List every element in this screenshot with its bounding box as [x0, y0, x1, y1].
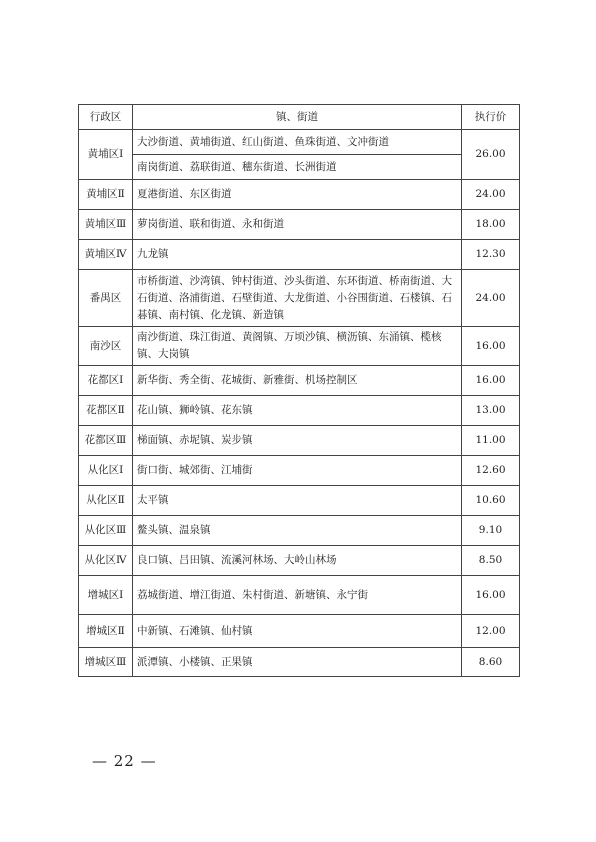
- price-table: [78, 104, 520, 677]
- district-cell: 黄埔区Ⅱ: [79, 180, 133, 210]
- table-row: [79, 576, 520, 615]
- towns-cell: 荔城街道、增江街道、朱村街道、新塘镇、永宁街: [133, 576, 462, 615]
- table-row: [79, 327, 520, 366]
- towns-cell: 太平镇: [133, 486, 462, 516]
- table-row: [79, 210, 520, 240]
- towns-cell: 市桥街道、沙湾镇、钟村街道、沙头街道、东环街道、桥南街道、大石街道、洛浦街道、石壁街道、大龙街道、小谷围街道、石楼镇、石碁镇、南村镇、化龙镇、新造镇: [133, 270, 462, 327]
- district-cell: 黄埔区Ⅲ: [79, 210, 133, 240]
- table-row: [79, 180, 520, 210]
- table-row: [79, 426, 520, 456]
- towns-cell: 九龙镇: [133, 240, 462, 270]
- district-cell: 花都区Ⅰ: [79, 366, 133, 396]
- towns-cell: 良口镇、吕田镇、流溪河林场、大岭山林场: [133, 546, 462, 576]
- price-cell: 8.50: [462, 546, 520, 576]
- towns-cell: 街口街、城郊街、江埔街: [133, 456, 462, 486]
- towns-cell: 中新镇、石滩镇、仙村镇: [133, 615, 462, 648]
- district-cell: 花都区Ⅱ: [79, 396, 133, 426]
- price-cell: 16.00: [462, 327, 520, 366]
- towns-cell: 花山镇、狮岭镇、花东镇: [133, 396, 462, 426]
- price-cell: 16.00: [462, 576, 520, 615]
- price-cell: 24.00: [462, 270, 520, 327]
- price-cell: 11.00: [462, 426, 520, 456]
- district-cell: 从化区Ⅲ: [79, 516, 133, 546]
- district-cell: 花都区Ⅲ: [79, 426, 133, 456]
- header-price: 执行价: [462, 105, 520, 130]
- table-row: [79, 240, 520, 270]
- towns-cell: 梯面镇、赤坭镇、炭步镇: [133, 426, 462, 456]
- table-row: [79, 486, 520, 516]
- page-number: — 22 —: [92, 752, 157, 770]
- table-row: [79, 155, 520, 180]
- towns-cell: 鳌头镇、温泉镇: [133, 516, 462, 546]
- table-header-row: [79, 105, 520, 130]
- table-row: [79, 456, 520, 486]
- district-cell: 从化区Ⅳ: [79, 546, 133, 576]
- district-cell: 黄埔区Ⅰ: [79, 130, 133, 180]
- district-cell: 增城区Ⅱ: [79, 615, 133, 648]
- price-cell: 18.00: [462, 210, 520, 240]
- price-cell: 26.00: [462, 130, 520, 180]
- towns-cell: 南沙街道、珠江街道、黄阁镇、万顷沙镇、横沥镇、东涌镇、榄核镇、大岗镇: [133, 327, 462, 366]
- price-cell: 24.00: [462, 180, 520, 210]
- price-cell: 10.60: [462, 486, 520, 516]
- district-cell: 从化区Ⅰ: [79, 456, 133, 486]
- table-row: [79, 396, 520, 426]
- table-row: [79, 546, 520, 576]
- price-cell: 12.00: [462, 615, 520, 648]
- towns-cell: 南岗街道、荔联街道、穗东街道、长洲街道: [133, 155, 462, 180]
- district-cell: 黄埔区Ⅳ: [79, 240, 133, 270]
- district-cell: 从化区Ⅱ: [79, 486, 133, 516]
- towns-cell: 大沙街道、黄埔街道、红山街道、鱼珠街道、文冲街道: [133, 130, 462, 155]
- district-cell: 番禺区: [79, 270, 133, 327]
- towns-cell: 派潭镇、小楼镇、正果镇: [133, 648, 462, 677]
- price-cell: 9.10: [462, 516, 520, 546]
- district-cell: 增城区Ⅲ: [79, 648, 133, 677]
- table-row: [79, 130, 520, 155]
- header-towns: 镇、街道: [133, 105, 462, 130]
- header-district: 行政区: [79, 105, 133, 130]
- table-row: [79, 615, 520, 648]
- price-cell: 16.00: [462, 366, 520, 396]
- table-row: [79, 648, 520, 677]
- district-cell: 南沙区: [79, 327, 133, 366]
- price-cell: 12.60: [462, 456, 520, 486]
- towns-cell: 夏港街道、东区街道: [133, 180, 462, 210]
- price-cell: 13.00: [462, 396, 520, 426]
- table-row: [79, 366, 520, 396]
- table-row: [79, 516, 520, 546]
- price-cell: 8.60: [462, 648, 520, 677]
- towns-cell: 萝岗街道、联和街道、永和街道: [133, 210, 462, 240]
- price-cell: 12.30: [462, 240, 520, 270]
- table-row: [79, 270, 520, 327]
- towns-cell: 新华街、秀全街、花城街、新雅街、机场控制区: [133, 366, 462, 396]
- district-cell: 增城区Ⅰ: [79, 576, 133, 615]
